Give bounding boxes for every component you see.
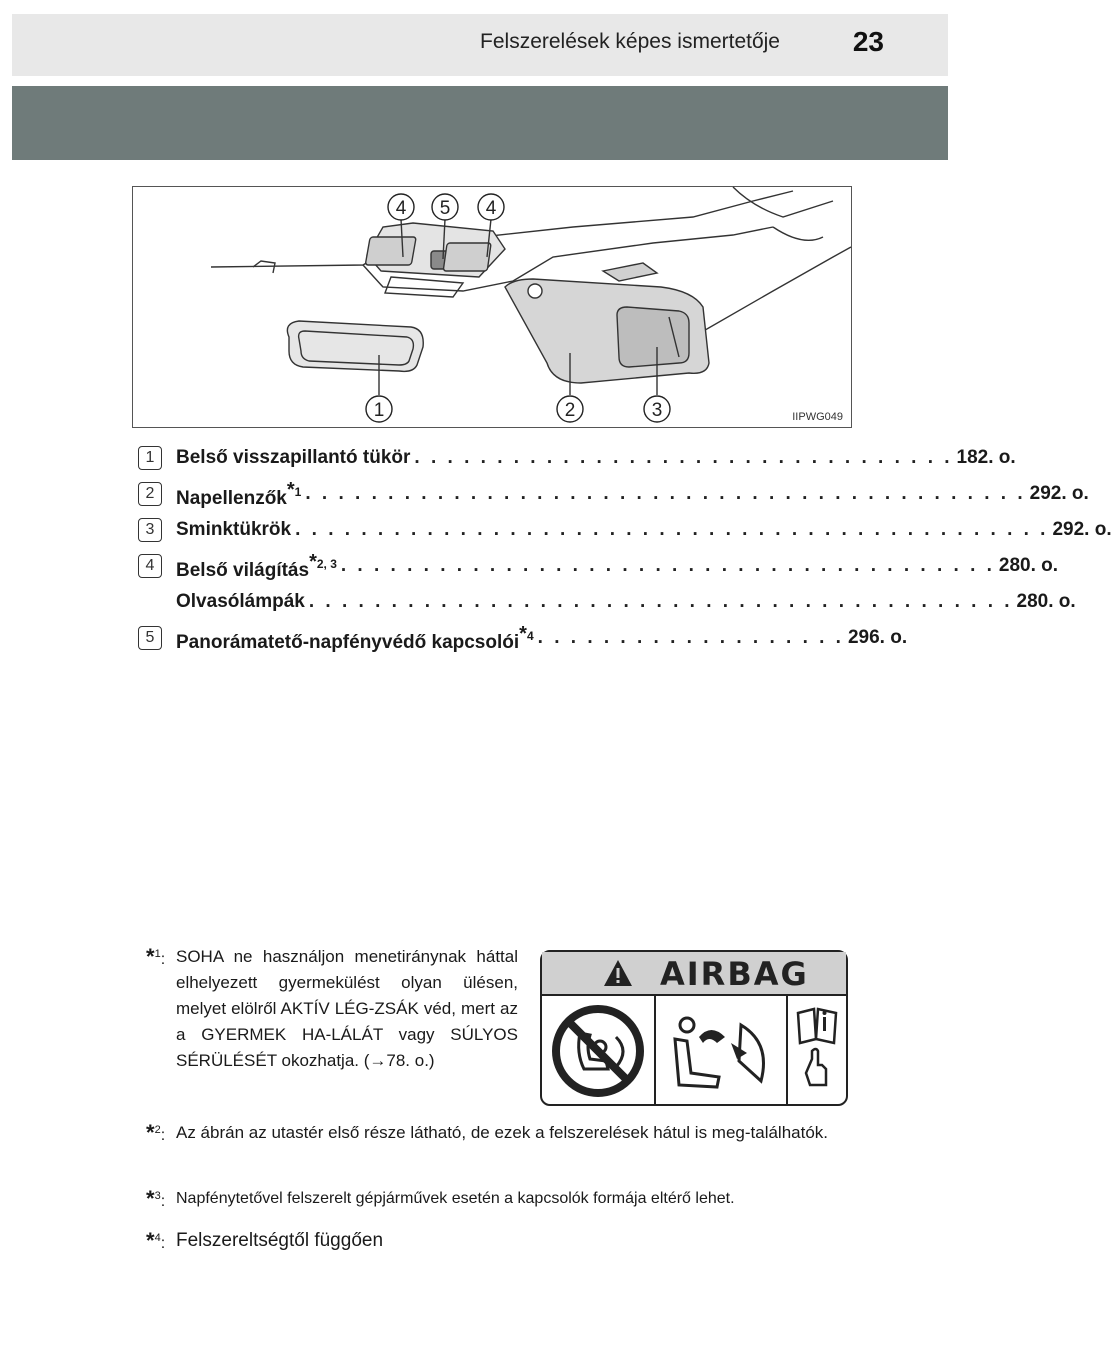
no-rear-facing-child-seat-icon: [550, 1003, 646, 1099]
item-label: Belső visszapillantó tükör: [176, 447, 411, 468]
list-item: [138, 584, 1076, 620]
item-number-box: 2: [138, 482, 162, 506]
airbag-label-panels: [542, 996, 846, 1106]
footnote-text: Az ábrán az utastér első része látható, de ezek a felszerelések hátul is meg-találhatók.: [176, 1123, 829, 1142]
footnote-2: [146, 1120, 846, 1146]
footnote-marker: *$^3$:: [146, 1186, 166, 1211]
airbag-panel-prohibition: [542, 996, 656, 1106]
callout-5-label: 5: [439, 198, 451, 219]
item-number-box: 3: [138, 518, 162, 542]
footnote-marker: *$^2$:: [146, 1120, 166, 1145]
airbag-warning-label: [540, 950, 848, 1106]
page-number: 23: [852, 26, 884, 57]
leader-dots: . . . . . . . . . . . . . . . . . . . . . . . . . . . . . . . . . . . . . . . . . . .: [308, 591, 1013, 612]
callout-4-right-label: 4: [485, 198, 497, 219]
footnote-3: [146, 1186, 866, 1212]
footnote-marker: *$^4$:: [146, 1228, 166, 1253]
airbag-label-title: AIRBAG: [660, 955, 809, 993]
list-item: [138, 548, 1059, 584]
airbag-label-header: [542, 952, 846, 996]
leader-dots: . . . . . . . . . . . . . . . . . . .: [537, 627, 844, 648]
footnote-4: [146, 1228, 846, 1254]
footnote-text: Felszereltségtől függően: [176, 1230, 384, 1251]
item-label: Sminktükrök: [176, 519, 292, 540]
footnote-marker: *$^1$:: [146, 944, 166, 969]
leader-dots: . . . . . . . . . . . . . . . . . . . . . . . . . . . . . . . . . . . . . . . . . . . .: [305, 483, 1026, 504]
footnote-1: [146, 944, 518, 1074]
illustration-code: IIPWG049: [792, 411, 843, 423]
leader-dots: . . . . . . . . . . . . . . . . . . . . . . . . . . . . . . . . .: [414, 447, 953, 468]
item-label: Napellenzők$^{*1}$: [176, 478, 302, 509]
item-label: Olvasólámpák: [176, 591, 305, 612]
page-reference: 292. o.: [1029, 483, 1089, 504]
section-banner: [12, 86, 948, 160]
list-item: [138, 476, 1089, 512]
read-manual-icon: [792, 1003, 842, 1099]
item-number-box: 1: [138, 446, 162, 470]
item-label: Belső világítás$^{*2, 3}$: [176, 550, 337, 581]
item-number-box: 4: [138, 554, 162, 578]
callout-1-label: 1: [373, 400, 385, 421]
page-reference: 182. o.: [956, 447, 1016, 468]
callout-3-label: 3: [651, 400, 663, 421]
airbag-panel-manual: [788, 996, 846, 1106]
airbag-panel-deployment: [656, 996, 788, 1106]
page-reference: 292. o.: [1052, 519, 1112, 540]
item-label: Panorámatető-napfényvédő kapcsolói$^{*4}$: [176, 622, 534, 653]
callout-2-label: 2: [564, 400, 576, 421]
page-reference: 280. o.: [998, 555, 1059, 576]
page-reference: 296. o.: [847, 627, 908, 648]
airbag-deploy-icon: [661, 1003, 781, 1099]
leader-dots: . . . . . . . . . . . . . . . . . . . . . . . . . . . . . . . . . . . . . . . . . . . . . .: [295, 519, 1049, 540]
list-item: [138, 620, 908, 656]
item-number-box: 5: [138, 626, 162, 650]
interior-illustration: [132, 186, 852, 428]
component-list: [138, 440, 1112, 656]
list-item: [138, 512, 1112, 548]
footnote-text: SOHA ne használjon menetiránynak háttal elhelyezett gyermekülést olyan ülésen, melyet elölről AKTÍV LÉG-ZSÁK véd, mert az a GYERMEK HA-LÁLÁT vagy SÚLYOS SÉRÜLÉSÉT okozhatja. (→78. o.): [176, 947, 518, 1070]
warning-triangle-icon: [602, 958, 634, 988]
callout-4-left-label: 4: [395, 198, 407, 219]
page-header-title: Felszerelések képes ismertetője: [480, 30, 780, 53]
list-item: [138, 440, 1016, 476]
page-reference: 280. o.: [1016, 591, 1076, 612]
leader-dots: . . . . . . . . . . . . . . . . . . . . . . . . . . . . . . . . . . . . . . . .: [340, 555, 995, 576]
footnote-text: Napfénytetővel felszerelt gépjárművek esetén a kapcsolók formája eltérő lehet.: [176, 1190, 735, 1207]
overhead-console-drawing: [133, 187, 851, 427]
